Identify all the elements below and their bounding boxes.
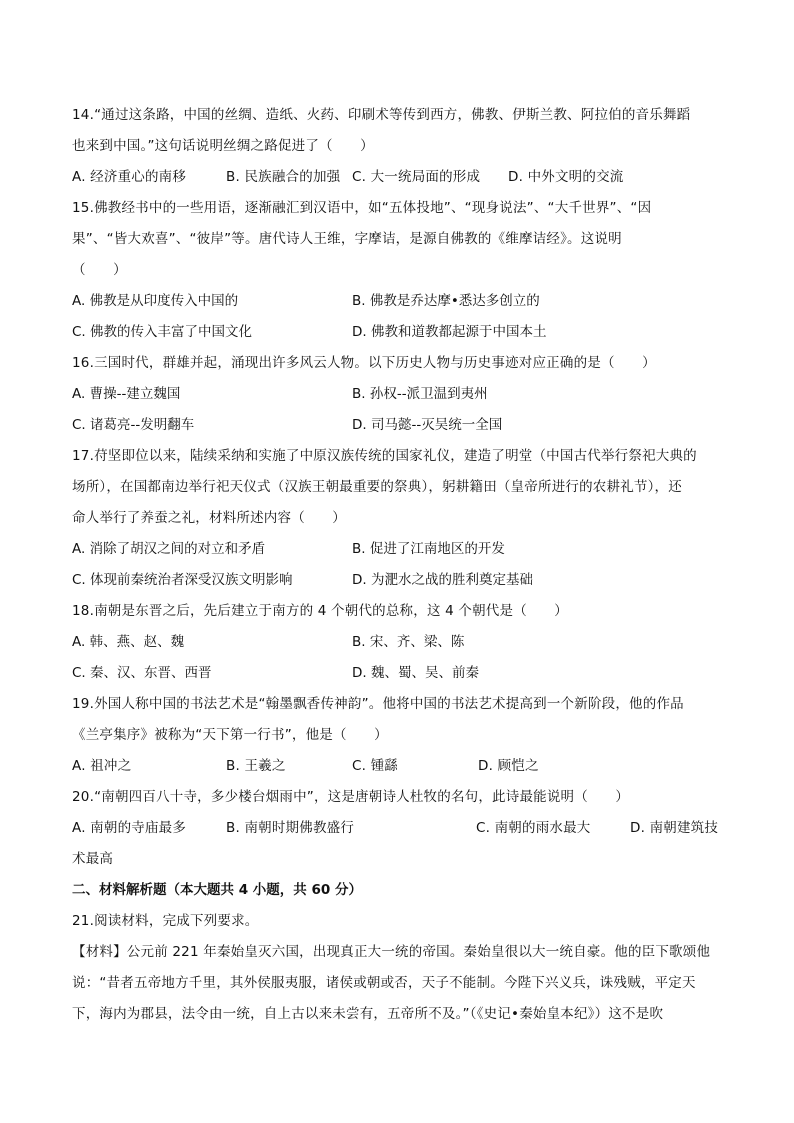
q17-options-row1 bbox=[72, 534, 724, 565]
q15-option-b: B. 佛教是乔达摩•悉达多创立的 bbox=[352, 293, 540, 309]
q17-stem-line3: 命人举行了养蚕之礼，材料所述内容（ ） bbox=[72, 510, 346, 526]
q14-stem-line2: 也来到中国。”这句话说明丝绸之路促进了（ ） bbox=[72, 138, 374, 154]
q17-stem-line2: 场所），在国都南边举行祀天仪式（汉族王朝最重要的祭典），躬耕籍田（皇帝所进行的农耕礼节），还 bbox=[72, 479, 682, 495]
q14-option-c: C. 大一统局面的形成 bbox=[352, 169, 481, 185]
q16-stem-line1: 16.三国时代，群雄并起，涌现出许多风云人物。以下历史人物与历史事迹对应正确的是（ ） bbox=[72, 355, 656, 371]
q18-option-b: B. 宋、齐、梁、陈 bbox=[352, 634, 465, 650]
q18-option-a: A. 韩、燕、赵、魏 bbox=[72, 634, 185, 650]
q18-options-row2 bbox=[72, 658, 724, 689]
q17-option-d: D. 为淝水之战的胜利奠定基础 bbox=[352, 572, 533, 588]
q16-option-c: C. 诸葛亮--发明翻车 bbox=[72, 417, 195, 433]
q19-options bbox=[72, 751, 724, 782]
q15-stem-line1: 15.佛教经书中的一些用语，逐渐融汇到汉语中，如“五体投地”、“现身说法”、“大千世界”、“因 bbox=[72, 200, 652, 216]
q20-option-c: C. 南朝的雨水最大 bbox=[476, 820, 591, 836]
q20-options bbox=[72, 813, 724, 844]
exam-page bbox=[72, 100, 724, 1030]
q19-option-d: D. 顾恺之 bbox=[478, 758, 539, 774]
q15-options-row1 bbox=[72, 286, 724, 317]
q18-option-c: C. 秦、汉、东晋、西晋 bbox=[72, 665, 212, 681]
q19-stem-line1: 19.外国人称中国的书法艺术是“翰墨飘香传神韵”。他将中国的书法艺术提高到一个新阶段，他的作品 bbox=[72, 696, 684, 712]
q14-stem-line1: 14.“通过这条路，中国的丝绸、造纸、火药、印刷术等传到西方，佛教、伊斯兰教、阿拉伯的音乐舞蹈 bbox=[72, 107, 691, 123]
q15-stem-line3: （ ） bbox=[72, 262, 127, 278]
q14-option-d: D. 中外文明的交流 bbox=[508, 169, 624, 185]
q18-stem-line1: 18.南朝是东晋之后，先后建立于南方的 4 个朝代的总称，这 4 个朝代是（ ） bbox=[72, 603, 569, 619]
q14-options bbox=[72, 162, 724, 193]
q21-material-line1: 【材料】公元前 221 年秦始皇灭六国，出现真正大一统的帝国。秦始皇很以大一统自豪。他的臣下歌颂他 bbox=[72, 944, 711, 960]
q15-option-a: A. 佛教是从印度传入中国的 bbox=[72, 293, 239, 309]
q21-stem-line1: 21.阅读材料，完成下列要求。 bbox=[72, 913, 259, 929]
q17-option-c: C. 体现前秦统治者深受汉族文明影响 bbox=[72, 572, 293, 588]
section-heading: 二、材料解析题（本大题共 4 小题，共 60 分） bbox=[72, 882, 362, 898]
q19-option-c: C. 锺繇 bbox=[352, 758, 399, 774]
q18-options-row1 bbox=[72, 627, 724, 658]
q14-option-a: A. 经济重心的南移 bbox=[72, 169, 187, 185]
q17-option-a: A. 消除了胡汉之间的对立和矛盾 bbox=[72, 541, 266, 557]
q21-material-line2: 说：“昔者五帝地方千里，其外侯服夷服，诸侯或朝或否，天子不能制。今陛下兴义兵，诛残贼，平定天 bbox=[72, 975, 696, 991]
q17-stem-line1: 17.苻坚即位以来，陆续采纳和实施了中原汉族传统的国家礼仪，建造了明堂（中国古代举行祭祀大典的 bbox=[72, 448, 697, 464]
q16-options-row2 bbox=[72, 410, 724, 441]
q19-stem-line2: 《兰亭集序》被称为“天下第一行书”，他是（ ） bbox=[72, 727, 388, 743]
q20-option-d: D. 南朝建筑技 bbox=[630, 820, 719, 836]
q19-option-b: B. 王羲之 bbox=[226, 758, 286, 774]
q17-option-b: B. 促进了江南地区的开发 bbox=[352, 541, 505, 557]
q20-option-a: A. 南朝的寺庙最多 bbox=[72, 820, 187, 836]
q17-options-row2 bbox=[72, 565, 724, 596]
q15-option-d: D. 佛教和道教都起源于中国本土 bbox=[352, 324, 547, 340]
q18-option-d: D. 魏、蜀、吴、前秦 bbox=[352, 665, 479, 681]
q16-option-b: B. 孙权--派卫温到夷州 bbox=[352, 386, 488, 402]
q16-option-a: A. 曹操--建立魏国 bbox=[72, 386, 181, 402]
q16-option-d: D. 司马懿--灭吴统一全国 bbox=[352, 417, 503, 433]
q15-options-row2 bbox=[72, 317, 724, 348]
q20-stem-line1: 20.“南朝四百八十寺，多少楼台烟雨中”，这是唐朝诗人杜牧的名句，此诗最能说明（ ） bbox=[72, 789, 630, 805]
q20-option-b: B. 南朝时期佛教盛行 bbox=[226, 820, 355, 836]
q14-option-b: B. 民族融合的加强 bbox=[226, 169, 341, 185]
q20-option-d-cont: 术最高 bbox=[72, 851, 114, 867]
q21-material-line3: 下，海内为郡县，法令由一统，自上古以来未尝有，五帝所不及。”（《史记•秦始皇本纪》）这不是吹 bbox=[72, 1006, 664, 1022]
q15-option-c: C. 佛教的传入丰富了中国文化 bbox=[72, 324, 253, 340]
q16-options-row1 bbox=[72, 379, 724, 410]
q15-stem-line2: 果”、“皆大欢喜”、“彼岸”等。唐代诗人王维，字摩诘，是源自佛教的《维摩诘经》。这说明 bbox=[72, 231, 622, 247]
q19-option-a: A. 祖冲之 bbox=[72, 758, 132, 774]
